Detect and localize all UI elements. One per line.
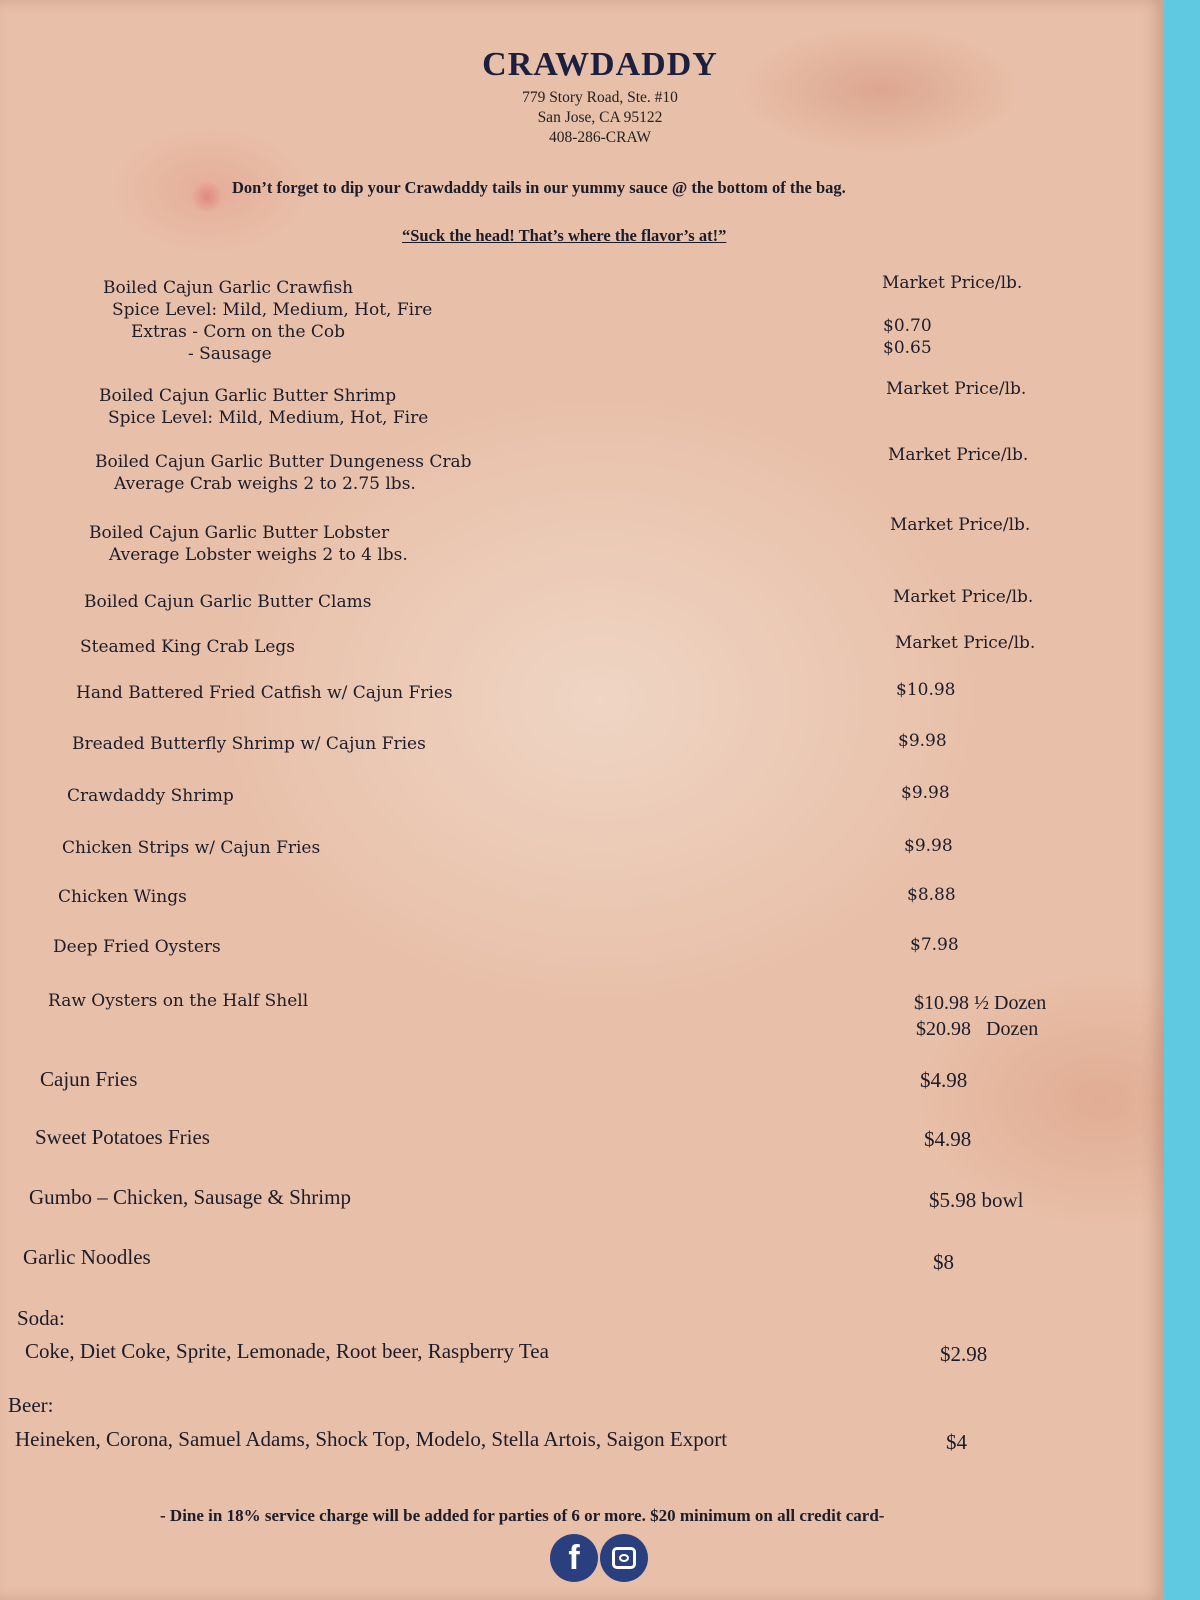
- menu-item-name: Boiled Cajun Garlic Butter Lobster: [89, 523, 390, 543]
- menu-item-price: $5.98 bowl: [929, 1188, 1024, 1212]
- menu-item-price: $8.88: [907, 885, 956, 905]
- menu-item-name: Raw Oysters on the Half Shell: [48, 991, 309, 1011]
- menu-item-name: Breaded Butterfly Shrimp w/ Cajun Fries: [72, 734, 426, 754]
- facebook-glyph: f: [568, 1538, 580, 1577]
- menu-item-name: Cajun Fries: [40, 1067, 138, 1091]
- slogan: “Suck the head! That’s where the flavor’s at!”: [402, 226, 727, 245]
- menu-item-price: $9.98: [904, 836, 953, 856]
- menu-item-extras: Extras - Corn on the Cob: [131, 322, 346, 342]
- service-charge-note: - Dine in 18% service charge will be added for parties of 6 or more. $20 minimum on all credit card-: [160, 1506, 885, 1525]
- soda-price: $2.98: [940, 1342, 988, 1366]
- menu-item-note: Average Crab weighs 2 to 2.75 lbs.: [114, 474, 416, 494]
- menu-item-price: $4.98: [924, 1127, 972, 1151]
- menu-item-name: Boiled Cajun Garlic Butter Shrimp: [99, 386, 397, 406]
- menu-item-price: Market Price/lb.: [886, 379, 1027, 399]
- menu-item-price: $8: [933, 1250, 954, 1274]
- dozen-price: $20.98 Dozen: [916, 1018, 1039, 1040]
- sauce-stain: [190, 182, 224, 212]
- menu-item-price: $7.98: [910, 935, 959, 955]
- menu-item-name: Boiled Cajun Garlic Butter Dungeness Crab: [95, 452, 472, 472]
- half-dozen-price: $10.98 ½ Dozen: [914, 992, 1047, 1014]
- menu-item-name: Chicken Wings: [58, 887, 187, 907]
- sauce-note: Don’t forget to dip your Crawdaddy tails in our yummy sauce @ the bottom of the bag.: [232, 178, 846, 197]
- menu-item-name: Steamed King Crab Legs: [80, 637, 296, 657]
- soda-list: Coke, Diet Coke, Sprite, Lemonade, Root beer, Raspberry Tea: [25, 1339, 549, 1363]
- menu-item-name: Garlic Noodles: [23, 1245, 151, 1269]
- menu-item-name: Hand Battered Fried Catfish w/ Cajun Fries: [76, 683, 453, 703]
- beer-price: $4: [946, 1430, 967, 1454]
- menu-item-name: Chicken Strips w/ Cajun Fries: [62, 838, 321, 858]
- menu-item-price: $9.98: [898, 731, 947, 751]
- menu-item-spice: Spice Level: Mild, Medium, Hot, Fire: [108, 408, 429, 428]
- menu-item-extras-sausage: - Sausage: [188, 344, 272, 364]
- menu-item-price: Market Price/lb.: [882, 273, 1023, 293]
- menu-item-name: Crawdaddy Shrimp: [67, 786, 234, 806]
- menu-item-price: $4.98: [920, 1068, 968, 1092]
- menu-item-price: Market Price/lb.: [895, 633, 1036, 653]
- beer-list: Heineken, Corona, Samuel Adams, Shock Top, Modelo, Stella Artois, Saigon Export: [15, 1427, 728, 1451]
- instagram-camera-shape: [612, 1547, 636, 1569]
- menu-item-name: Deep Fried Oysters: [53, 937, 221, 957]
- address-line-1: 779 Story Road, Ste. #10: [522, 89, 678, 106]
- instagram-icon[interactable]: [600, 1534, 648, 1582]
- menu-item-note: Average Lobster weighs 2 to 4 lbs.: [109, 545, 408, 565]
- facebook-icon[interactable]: [550, 1534, 598, 1582]
- phone-number: 408-286-CRAW: [548, 129, 652, 146]
- sausage-price: $0.65: [883, 338, 932, 358]
- soda-label: Soda:: [17, 1306, 65, 1330]
- menu-item-price: Market Price/lb.: [890, 515, 1031, 535]
- address-line-2: San Jose, CA 95122: [537, 109, 663, 126]
- restaurant-title: CRAWDADDY: [482, 46, 718, 83]
- menu-item-name: Gumbo – Chicken, Sausage & Shrimp: [29, 1185, 351, 1209]
- beer-label: Beer:: [8, 1393, 54, 1417]
- menu-item-spice: Spice Level: Mild, Medium, Hot, Fire: [112, 300, 433, 320]
- menu-item-price: Market Price/lb.: [888, 445, 1029, 465]
- menu-item-name: Boiled Cajun Garlic Crawfish: [103, 278, 354, 298]
- menu-item-name: Sweet Potatoes Fries: [35, 1125, 210, 1149]
- menu-item-name: Boiled Cajun Garlic Butter Clams: [84, 592, 372, 612]
- corn-price: $0.70: [883, 316, 932, 336]
- menu-item-price: Market Price/lb.: [893, 587, 1034, 607]
- menu-item-price: $10.98: [896, 680, 956, 700]
- menu-item-price: $9.98: [901, 783, 950, 803]
